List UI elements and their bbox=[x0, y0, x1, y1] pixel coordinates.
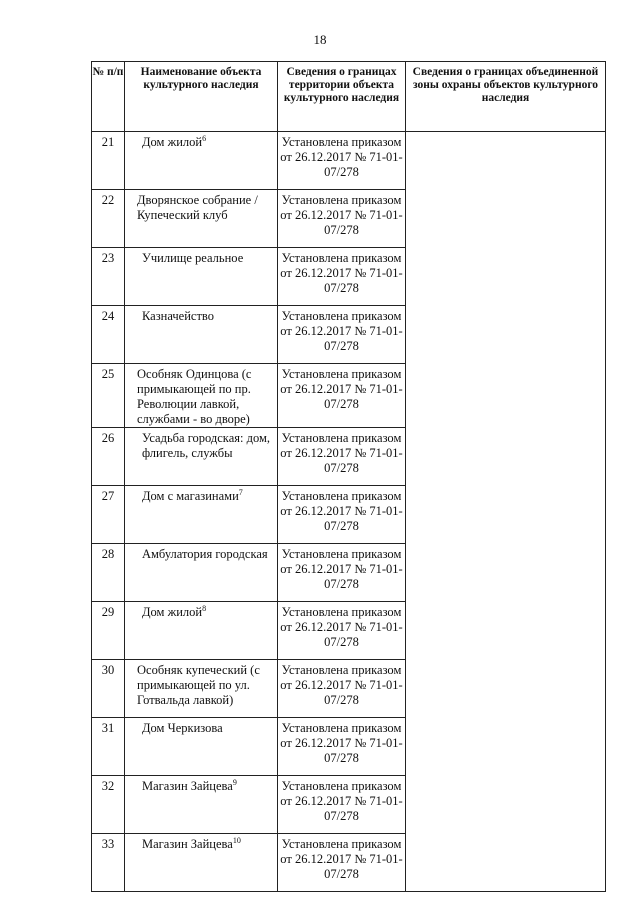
row-number: 26 bbox=[92, 428, 125, 486]
table-body bbox=[92, 132, 606, 892]
row-number: 21 bbox=[92, 132, 125, 190]
object-name bbox=[125, 776, 278, 834]
object-name-text: Казначейство bbox=[142, 309, 214, 323]
row-number: 24 bbox=[92, 306, 125, 364]
territory-info: Установлена приказом от 26.12.2017 № 71-01-07/278 bbox=[278, 834, 406, 892]
header-territory: Сведения о границах территории объекта культурного наследия bbox=[278, 62, 406, 132]
territory-info: Установлена приказом от 26.12.2017 № 71-01-07/278 bbox=[278, 486, 406, 544]
territory-info: Установлена приказом от 26.12.2017 № 71-01-07/278 bbox=[278, 544, 406, 602]
object-name bbox=[125, 660, 278, 718]
header-num: № п/п bbox=[92, 62, 125, 132]
heritage-table bbox=[91, 61, 606, 892]
footnote-marker: 10 bbox=[232, 835, 241, 845]
object-name-text: Особняк Одинцова (с примыкающей по пр. Революции лавкой, службами - во дворе) bbox=[137, 367, 252, 426]
row-number: 22 bbox=[92, 190, 125, 248]
object-name-text: Дом с магазинами bbox=[142, 489, 239, 503]
object-name-text: Усадьба городская: дом, флигель, службы bbox=[142, 431, 270, 460]
page-number: 18 bbox=[313, 32, 327, 47]
territory-info: Установлена приказом от 26.12.2017 № 71-01-07/278 bbox=[278, 428, 406, 486]
table-header-row bbox=[92, 62, 606, 132]
header-zone: Сведения о границах объединенной зоны охраны объектов культурного наследия bbox=[406, 62, 606, 132]
object-name bbox=[125, 602, 278, 660]
footnote-marker: 6 bbox=[202, 133, 207, 143]
object-name bbox=[125, 428, 278, 486]
territory-info: Установлена приказом от 26.12.2017 № 71-01-07/278 bbox=[278, 364, 406, 428]
row-number: 31 bbox=[92, 718, 125, 776]
object-name bbox=[125, 132, 278, 190]
object-name bbox=[125, 364, 278, 428]
header-name: Наименование объекта культурного наследия bbox=[125, 62, 278, 132]
territory-info: Установлена приказом от 26.12.2017 № 71-01-07/278 bbox=[278, 132, 406, 190]
object-name-text: Магазин Зайцева bbox=[142, 837, 233, 851]
row-number: 23 bbox=[92, 248, 125, 306]
territory-info: Установлена приказом от 26.12.2017 № 71-01-07/278 bbox=[278, 718, 406, 776]
object-name-text: Амбулатория городская bbox=[142, 547, 268, 561]
table-row bbox=[92, 132, 606, 190]
object-name-text: Дом жилой bbox=[142, 605, 203, 619]
territory-info: Установлена приказом от 26.12.2017 № 71-01-07/278 bbox=[278, 660, 406, 718]
territory-info: Установлена приказом от 26.12.2017 № 71-01-07/278 bbox=[278, 190, 406, 248]
object-name-text: Училище реальное bbox=[142, 251, 244, 265]
object-name bbox=[125, 248, 278, 306]
object-name bbox=[125, 544, 278, 602]
object-name-text: Дом жилой bbox=[142, 135, 203, 149]
object-name bbox=[125, 190, 278, 248]
object-name bbox=[125, 486, 278, 544]
footnote-marker: 9 bbox=[232, 777, 237, 787]
row-number: 28 bbox=[92, 544, 125, 602]
row-number: 30 bbox=[92, 660, 125, 718]
object-name-text: Магазин Зайцева bbox=[142, 779, 233, 793]
territory-info: Установлена приказом от 26.12.2017 № 71-01-07/278 bbox=[278, 306, 406, 364]
object-name-text: Дворянское собрание / Купеческий клуб bbox=[137, 193, 258, 222]
row-number: 25 bbox=[92, 364, 125, 428]
zone-info-cell bbox=[406, 132, 606, 892]
row-number: 29 bbox=[92, 602, 125, 660]
row-number: 33 bbox=[92, 834, 125, 892]
object-name bbox=[125, 834, 278, 892]
object-name bbox=[125, 306, 278, 364]
object-name-text: Особняк купеческий (с примыкающей по ул. Готвальда лавкой) bbox=[137, 663, 260, 707]
row-number: 32 bbox=[92, 776, 125, 834]
territory-info: Установлена приказом от 26.12.2017 № 71-01-07/278 bbox=[278, 248, 406, 306]
footnote-marker: 8 bbox=[202, 603, 207, 613]
territory-info: Установлена приказом от 26.12.2017 № 71-01-07/278 bbox=[278, 602, 406, 660]
object-name-text: Дом Черкизова bbox=[142, 721, 223, 735]
object-name bbox=[125, 718, 278, 776]
row-number: 27 bbox=[92, 486, 125, 544]
territory-info: Установлена приказом от 26.12.2017 № 71-01-07/278 bbox=[278, 776, 406, 834]
footnote-marker: 7 bbox=[238, 487, 243, 497]
